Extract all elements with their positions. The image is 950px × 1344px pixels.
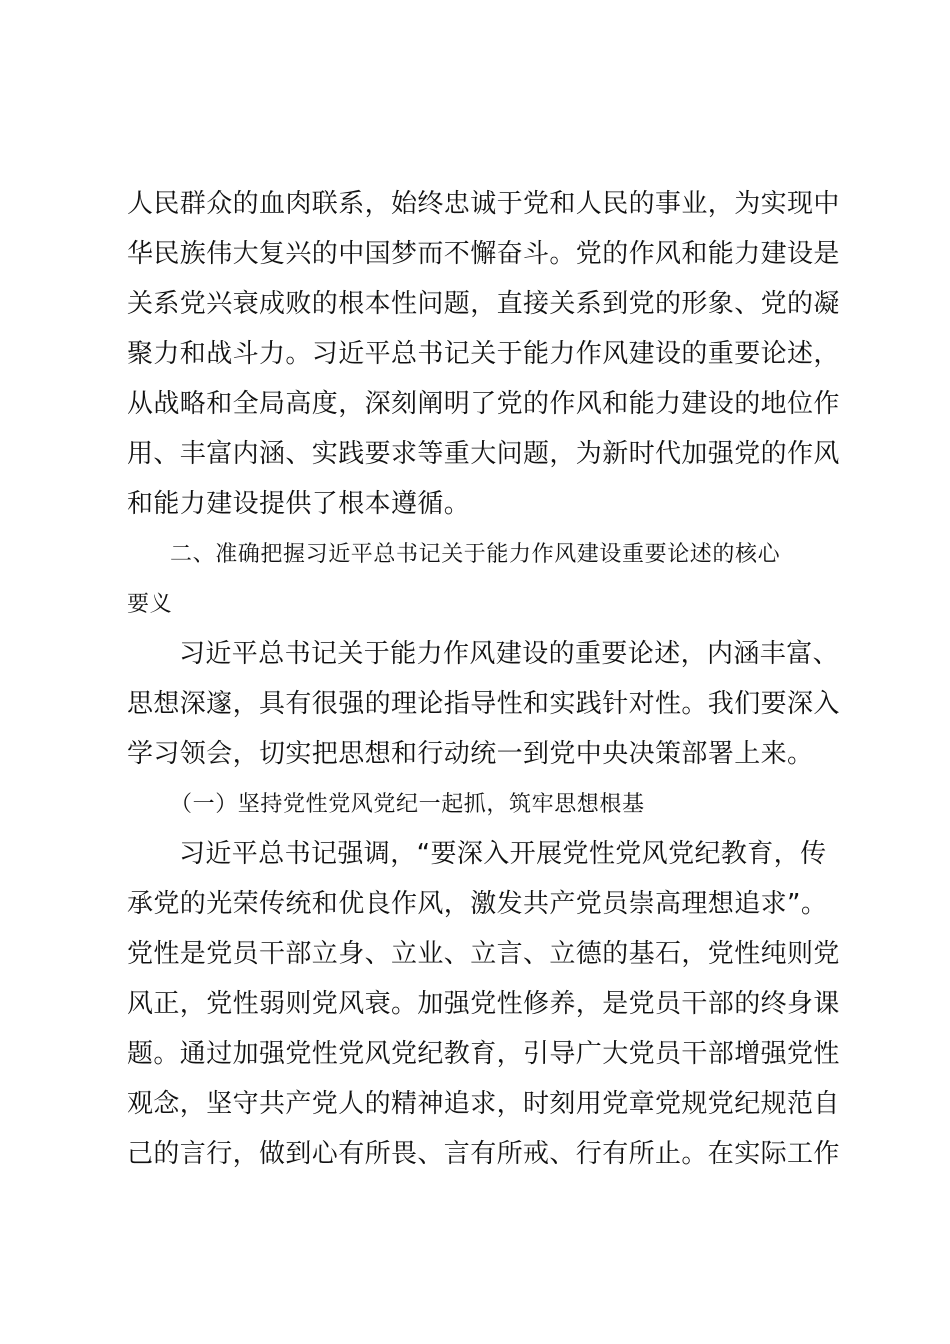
section-heading-2-line-2: 要义 [127, 592, 173, 617]
section-heading-2-line-1: 二、准确把握习近平总书记关于能力作风建设重要论述的核心 [170, 542, 781, 567]
paragraph-1-line-4: 聚力和战斗力。习近平总书记关于能力作风建设的重要论述， [127, 339, 840, 369]
paragraph-3-line-1: 习近平总书记强调，“要深入开展党性党风党纪教育，传 [179, 839, 827, 869]
paragraph-2-line-3: 学习领会，切实把思想和行动统一到党中央决策部署上来。 [127, 739, 814, 769]
paragraph-3-line-2: 承党的光荣传统和优良作风，激发共产党员崇高理想追求”。 [127, 889, 828, 919]
paragraph-3-line-7: 己的言行，做到心有所畏、言有所戒、行有所止。在实际工作 [127, 1139, 840, 1169]
paragraph-1-line-3: 关系党兴衰成败的根本性问题，直接关系到党的形象、党的凝 [127, 289, 840, 319]
subheading-1: （一）坚持党性党风党纪一起抓，筑牢思想根基 [170, 792, 645, 817]
paragraph-3-line-4: 风正，党性弱则党风衰。加强党性修养，是党员干部的终身课 [127, 989, 840, 1019]
paragraph-3-line-3: 党性是党员干部立身、立业、立言、立德的基石，党性纯则党 [127, 939, 840, 969]
paragraph-1-line-7: 和能力建设提供了根本遵循。 [127, 489, 471, 519]
paragraph-3-line-5: 题。通过加强党性党风党纪教育，引导广大党员干部增强党性 [127, 1039, 840, 1069]
paragraph-1-line-1: 人民群众的血肉联系，始终忠诚于党和人民的事业，为实现中 [127, 189, 840, 219]
paragraph-2-line-2: 思想深邃，具有很强的理论指导性和实践针对性。我们要深入 [127, 689, 840, 719]
paragraph-2-line-1: 习近平总书记关于能力作风建设的重要论述，内涵丰富、 [179, 639, 840, 669]
paragraph-1-line-6: 用、丰富内涵、实践要求等重大问题，为新时代加强党的作风 [127, 439, 840, 469]
paragraph-1-line-5: 从战略和全局高度，深刻阐明了党的作风和能力建设的地位作 [127, 389, 840, 419]
paragraph-1-line-2: 华民族伟大复兴的中国梦而不懈奋斗。党的作风和能力建设是 [127, 239, 840, 269]
paragraph-3-line-6: 观念，坚守共产党人的精神追求，时刻用党章党规党纪规范自 [127, 1089, 840, 1119]
